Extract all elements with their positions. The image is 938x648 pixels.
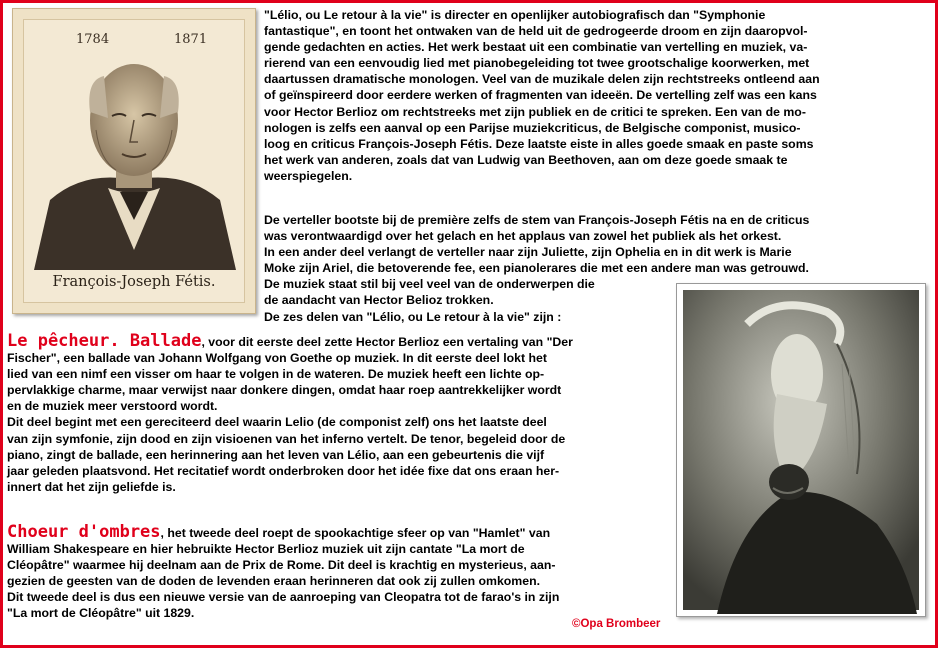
text-line: en de muziek meer verstoord wordt. (7, 399, 218, 414)
text-line: het werk van anderen, zoals dat van Ludwig van Beethoven, aan om deze goede smaak te (264, 152, 788, 167)
text-line: Dit tweede deel is dus een nieuwe versie van de aanroeping van Cleopatra tot de farao's in zijn (7, 590, 560, 605)
text-line: nologen is zelfs een aanval op een Parijse muziekcriticus, de Belgische componist, musico- (264, 120, 801, 135)
text-line: Dit deel begint met een gereciteerd deel waarin Lelio (de componist zelf) ons het laatste deel (7, 415, 547, 430)
section-lead-line (7, 524, 673, 541)
text-line: of geïnspireerd door eerdere werken of fragmenten van ideeën. De vertelling zelf was een kans (264, 88, 817, 103)
section-lead-line (7, 333, 673, 350)
text-line: William Shakespeare en hier hebruikte Hector Berlioz muziek uit zijn cantate "La mort de (7, 542, 525, 557)
text-line: De verteller bootste bij de première zelfs de stem van François-Joseph Fétis na en de criticus (264, 213, 810, 227)
lithograph-drawing (677, 284, 925, 616)
text-line: de aandacht van Hector Belioz trokken. (264, 293, 494, 308)
birth-year: 1784 (76, 32, 110, 47)
section-heading: Choeur d'ombres (7, 522, 161, 542)
intro-paragraph (264, 7, 928, 184)
portrait-caption: François-Joseph Fétis. (52, 274, 216, 290)
lelio-lithograph (676, 283, 926, 617)
text-line: loog en criticus François-Joseph Fétis. Deze laatste eiste in alles goede smaak en paste soms (264, 136, 814, 151)
text-line: gende gedachten en acties. Het werk bestaat uit een combinatie van vertelling en muziek, va- (264, 40, 808, 55)
text-line: rierend van een eenvoudig lied met pianobegeleiding tot twee grootschalige koorwerken, met (264, 56, 810, 71)
death-year: 1871 (174, 32, 208, 47)
text-line: De muziek staat stil bij veel veel van de onderwerpen die (264, 277, 595, 292)
section-lead: , voor dit eerste deel zette Hector Berlioz een vertaling van "Der (201, 335, 573, 349)
text-line: De zes delen van "Lélio, ou Le retour à la vie" zijn : (264, 309, 562, 324)
section-heading: Le pêcheur. Ballade (7, 331, 202, 351)
portrait-engraving (23, 19, 245, 303)
text-line: innert dat het zijn geliefde is. (7, 479, 176, 494)
text-line: jaar geleden plaatsvond. Het recitatief wordt onderbroken door het idée fixe dat ons eraan her- (7, 463, 560, 478)
section-lead: , het tweede deel roept de spookachtige sfeer op van "Hamlet" van (160, 526, 551, 540)
text-line: In een ander deel verlangt de verteller naar zijn Juliette, zijn Ophelia en in dit werk is Marie (264, 245, 792, 260)
text-line: voor Hector Berlioz om rechtstreeks met zijn publiek en de critici te spreken. Een van de mo- (264, 104, 806, 119)
text-line: Cléopâtre" waarmee hij deelnam aan de Prix de Rome. Dit deel is krachtig en mysterieus, aan- (7, 558, 556, 573)
section-choeur-dombres (7, 524, 673, 622)
text-line: "La mort de Cléopâtre" uit 1829. (7, 606, 195, 621)
text-line: daartussen dramatische monologen. Veel van de muzikale delen zijn rechtstreeks ontleend aan (264, 72, 820, 87)
text-line: pervlakkige charme, maar verwijst naar donkere dingen, omdat haar roep aantrekkelijker wordt (7, 383, 562, 398)
text-line: Fischer", een ballade van Johann Wolfgang von Goethe op muziek. In dit eerste deel lokt het (7, 351, 547, 366)
text-line: weerspiegelen. (264, 168, 353, 183)
text-line: gezien de geesten van de doden de levenden eraan herinneren dat ook zij zullen omkomen. (7, 574, 540, 589)
text-line: Moke zijn Ariel, die betoverende fee, een pianolerares die met een andere man was getrouwd. (264, 261, 809, 276)
text-line: lied van een nimf een visser om haar te volgen in de wateren. De muziek heeft een lichte op- (7, 367, 545, 382)
portrait-fetis (12, 8, 256, 314)
text-line: "Lélio, ou Le retour à la vie" is directer en openlijker autobiografisch dan "Symphonie (264, 8, 766, 22)
text-line: was verontwaardigd over het gelach en het applaus van zowel het publiek als het orkest. (264, 229, 782, 244)
text-line: fantastique", en toont het ontwaken van de held uit de gedrogeerde droom en zijn daaropvol- (264, 24, 808, 39)
portrait-drawing (24, 20, 245, 270)
text-line: piano, zingt de ballade, een herinnering aan het leven van Lélio, aan een gebeurtenis die vijf (7, 447, 545, 462)
text-line: van zijn symfonie, zijn dood en zijn visioenen van het inferno vertelt. De tenor, begeleid door de (7, 431, 566, 446)
copyright-credit: ©Opa Brombeer (572, 618, 661, 630)
section-le-pecheur (7, 333, 673, 495)
